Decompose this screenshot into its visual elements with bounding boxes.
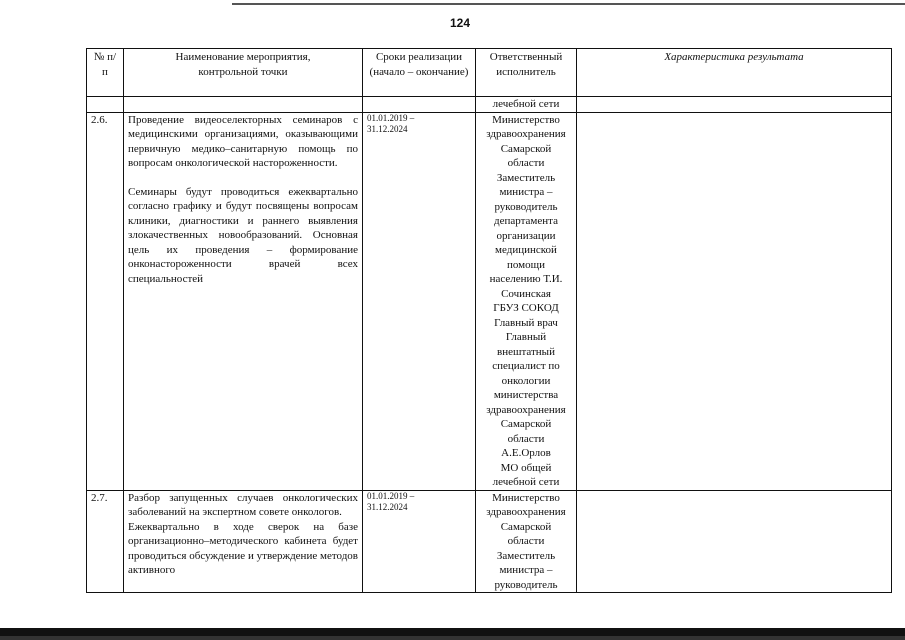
- responsible-line: ГБУЗ СОКОД: [493, 302, 559, 314]
- responsible-line: медицинской: [495, 244, 557, 256]
- row-name-paragraph: Семинары будут проводиться ежеквартально согласно графику и будут посвящены вопросам клиники, диагностики и раннего выявления злокачественных новообразований. Основная цель их проведения – формирование онконастороженности врачей всех специальностей: [128, 185, 358, 285]
- row-dates: [363, 112, 476, 490]
- header-dates: [363, 49, 476, 97]
- scan-edge-bottom-shadow: [0, 636, 905, 640]
- responsible-line: руководитель: [494, 200, 558, 213]
- header-result: [577, 49, 892, 97]
- header-name-label: Наименование мероприятия, контрольной точки: [175, 51, 311, 78]
- row-name-paragraph: Проведение видеоселекторных семинаров с медицинскими организациями, оказывающими первичную медико–санитарную помощь по вопросам онкологической настороженности.: [128, 113, 358, 169]
- responsible-line: внештатный: [497, 345, 555, 358]
- row-date-end: 31.12.2024: [367, 123, 408, 134]
- responsible-line: МО общей: [500, 461, 552, 474]
- responsible-line: Министерство: [492, 113, 560, 126]
- responsible-line: Министерство: [492, 491, 560, 504]
- responsible-line: Главный: [505, 331, 547, 343]
- row-name-paragraph: Разбор запущенных случаев онкологических заболеваний на экспертном совете онкологов.: [128, 491, 358, 518]
- page-number: 124: [449, 16, 471, 30]
- row-date-start: 01.01.2019 –: [367, 112, 415, 123]
- responsible-line: А.Е.Орлов: [501, 447, 551, 459]
- responsible-line: Главный врач: [494, 316, 558, 329]
- row-responsible: [476, 112, 577, 490]
- header-responsible-label: Ответственный исполнитель: [489, 51, 563, 78]
- responsible-line: Самарской: [500, 520, 552, 533]
- row-name: [124, 112, 363, 490]
- responsible-line: организации: [496, 229, 556, 242]
- responsible-line: министерства: [493, 389, 559, 401]
- header-name: [124, 49, 363, 97]
- table-row-continuation: [87, 97, 892, 113]
- responsible-line: области: [507, 535, 545, 547]
- scan-edge-bottom: [0, 628, 905, 636]
- responsible-line: специалист по: [492, 360, 560, 372]
- responsible-line: министра –: [499, 564, 553, 576]
- responsible-line: помощи: [507, 258, 545, 271]
- table-row: [87, 490, 892, 593]
- responsible-line: Сочинская: [501, 287, 551, 300]
- responsible-line: области: [507, 432, 545, 445]
- row-name-paragraph: Ежеквартально в ходе сверок на базе организационно–методического кабинета будет проводиться обсуждение и утверждение методов активного: [128, 520, 358, 576]
- responsible-line: области: [507, 157, 545, 169]
- responsible-line: министра –: [499, 186, 553, 198]
- continuation-responsible: лечебной сети: [476, 97, 577, 113]
- row-num: 2.6.: [87, 112, 124, 490]
- responsible-line: здравоохранения: [486, 128, 566, 140]
- row-name: [124, 490, 363, 593]
- header-responsible: [476, 49, 577, 97]
- responsible-line: здравоохранения: [486, 403, 566, 416]
- responsible-line: департамента: [494, 215, 558, 227]
- responsible-line: здравоохранения: [486, 506, 566, 518]
- scan-edge-top: [232, 3, 905, 5]
- row-date-start: 01.01.2019 –: [367, 490, 415, 501]
- row-result: [577, 112, 892, 490]
- row-num: 2.7.: [87, 490, 124, 593]
- row-dates: [363, 490, 476, 593]
- table-header-row: [87, 49, 892, 97]
- row-date-end: 31.12.2024: [367, 501, 408, 512]
- responsible-line: Самарской: [500, 142, 552, 155]
- header-dates-label: Сроки реализации (начало – окончание): [369, 51, 469, 78]
- row-responsible: [476, 490, 577, 593]
- responsible-line: лечебной сети: [492, 476, 560, 488]
- measures-table: [86, 48, 892, 593]
- table-row: [87, 112, 892, 490]
- header-num-label: № п/п: [93, 51, 117, 78]
- responsible-line: населению Т.И.: [489, 273, 563, 285]
- responsible-line: Самарской: [500, 418, 552, 430]
- header-num: [87, 49, 124, 97]
- responsible-line: Заместитель: [496, 171, 556, 184]
- header-result-label: Характеристика результата: [664, 51, 804, 63]
- responsible-line: руководитель: [494, 578, 558, 591]
- responsible-line: Заместитель: [496, 549, 556, 562]
- row-result: [577, 490, 892, 593]
- responsible-line: онкологии: [501, 374, 551, 387]
